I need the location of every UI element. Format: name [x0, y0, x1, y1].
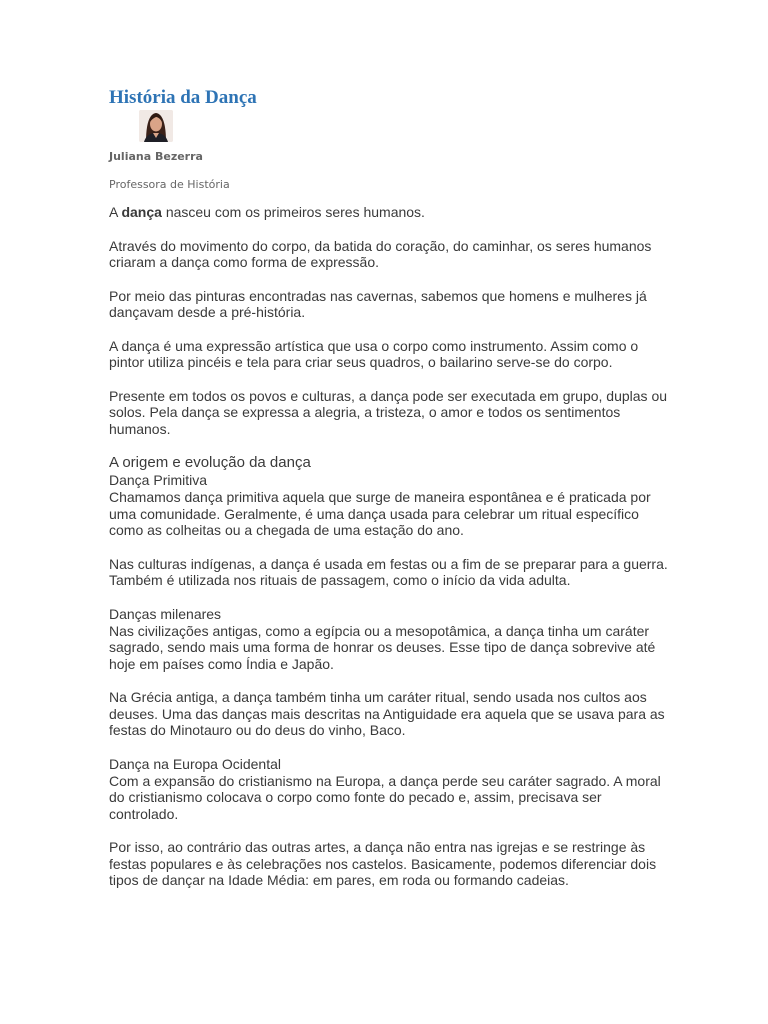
bold-term: dança — [121, 204, 162, 220]
author-avatar — [139, 110, 173, 142]
section-heading: A origem e evolução da dança — [109, 454, 311, 471]
paragraph: Nas culturas indígenas, a dança é usada em festas ou a fim de se preparar para a guerra. Também é utilizada nos rituais de passagem, como o início da vida adulta. — [109, 555, 668, 588]
author-role: Professora de História — [109, 178, 230, 191]
paragraph: Na Grécia antiga, a dança também tinha um caráter ritual, sendo usada nos cultos aos deuses. Uma das danças mais descritas na Antiguidade era aquela que se usava para as festas do Minotauro ou do deus do vinho, Baco. — [109, 689, 665, 738]
paragraph — [109, 204, 669, 221]
subsection-heading: Dança na Europa Ocidental — [109, 755, 281, 772]
text-run: nasceu com os primeiros seres humanos. — [161, 204, 425, 220]
author-photo — [139, 110, 173, 142]
paragraph: Com a expansão do cristianismo na Europa, a dança perde seu caráter sagrado. A moral do cristianismo colocava o corpo como fonte do pecado e, assim, precisava ser controlado. — [109, 772, 661, 822]
page-title: História da Dança — [109, 87, 257, 108]
paragraph: Presente em todos os povos e culturas, a dança pode ser executada em grupo, duplas ou solos. Pela dança se expressa a alegria, a tristeza, o amor e todos os sentimentos humanos. — [109, 387, 668, 437]
paragraph: Chamamos dança primitiva aquela que surge de maneira espontânea e é praticada por uma comunidade. Geralmente, é uma dança usada para celebrar um ritual específico como as colheitas ou a chegada de uma estação do ano. — [109, 489, 651, 538]
subsection-heading: Dança Primitiva — [109, 472, 208, 488]
article-body — [109, 204, 669, 906]
paragraph: Através do movimento do corpo, da batida do coração, do caminhar, os seres humanos criaram a dança como forma de expressão. — [109, 237, 652, 270]
paragraph: Nas civilizações antigas, como a egípcia ou a mesopotâmica, a dança tinha um caráter sagrado, sendo mais uma forma de honrar os deuses. Esse tipo de dança sobrevive até hoje em países como Índia e Japão. — [109, 622, 656, 672]
author-name: Juliana Bezerra — [109, 150, 203, 163]
paragraph: Por isso, ao contrário das outras artes, a dança não entra nas igrejas e se restringe às festas populares e às celebrações nos castelos. Basicamente, podemos diferenciar dois tipos de dançar na Idade Média: em pares, em roda ou formando cadeias. — [109, 839, 657, 888]
text-run: A — [109, 204, 122, 220]
subsection-heading: Danças milenares — [109, 605, 222, 622]
paragraph: Por meio das pinturas encontradas nas cavernas, sabemos que homens e mulheres já dançavam desde a pré-história. — [109, 287, 647, 320]
article — [109, 86, 669, 888]
paragraph: A dança é uma expressão artística que usa o corpo como instrumento. Assim como o pintor utiliza pincéis e tela para criar seus quadros, o bailarino serve-se do corpo. — [109, 337, 639, 370]
